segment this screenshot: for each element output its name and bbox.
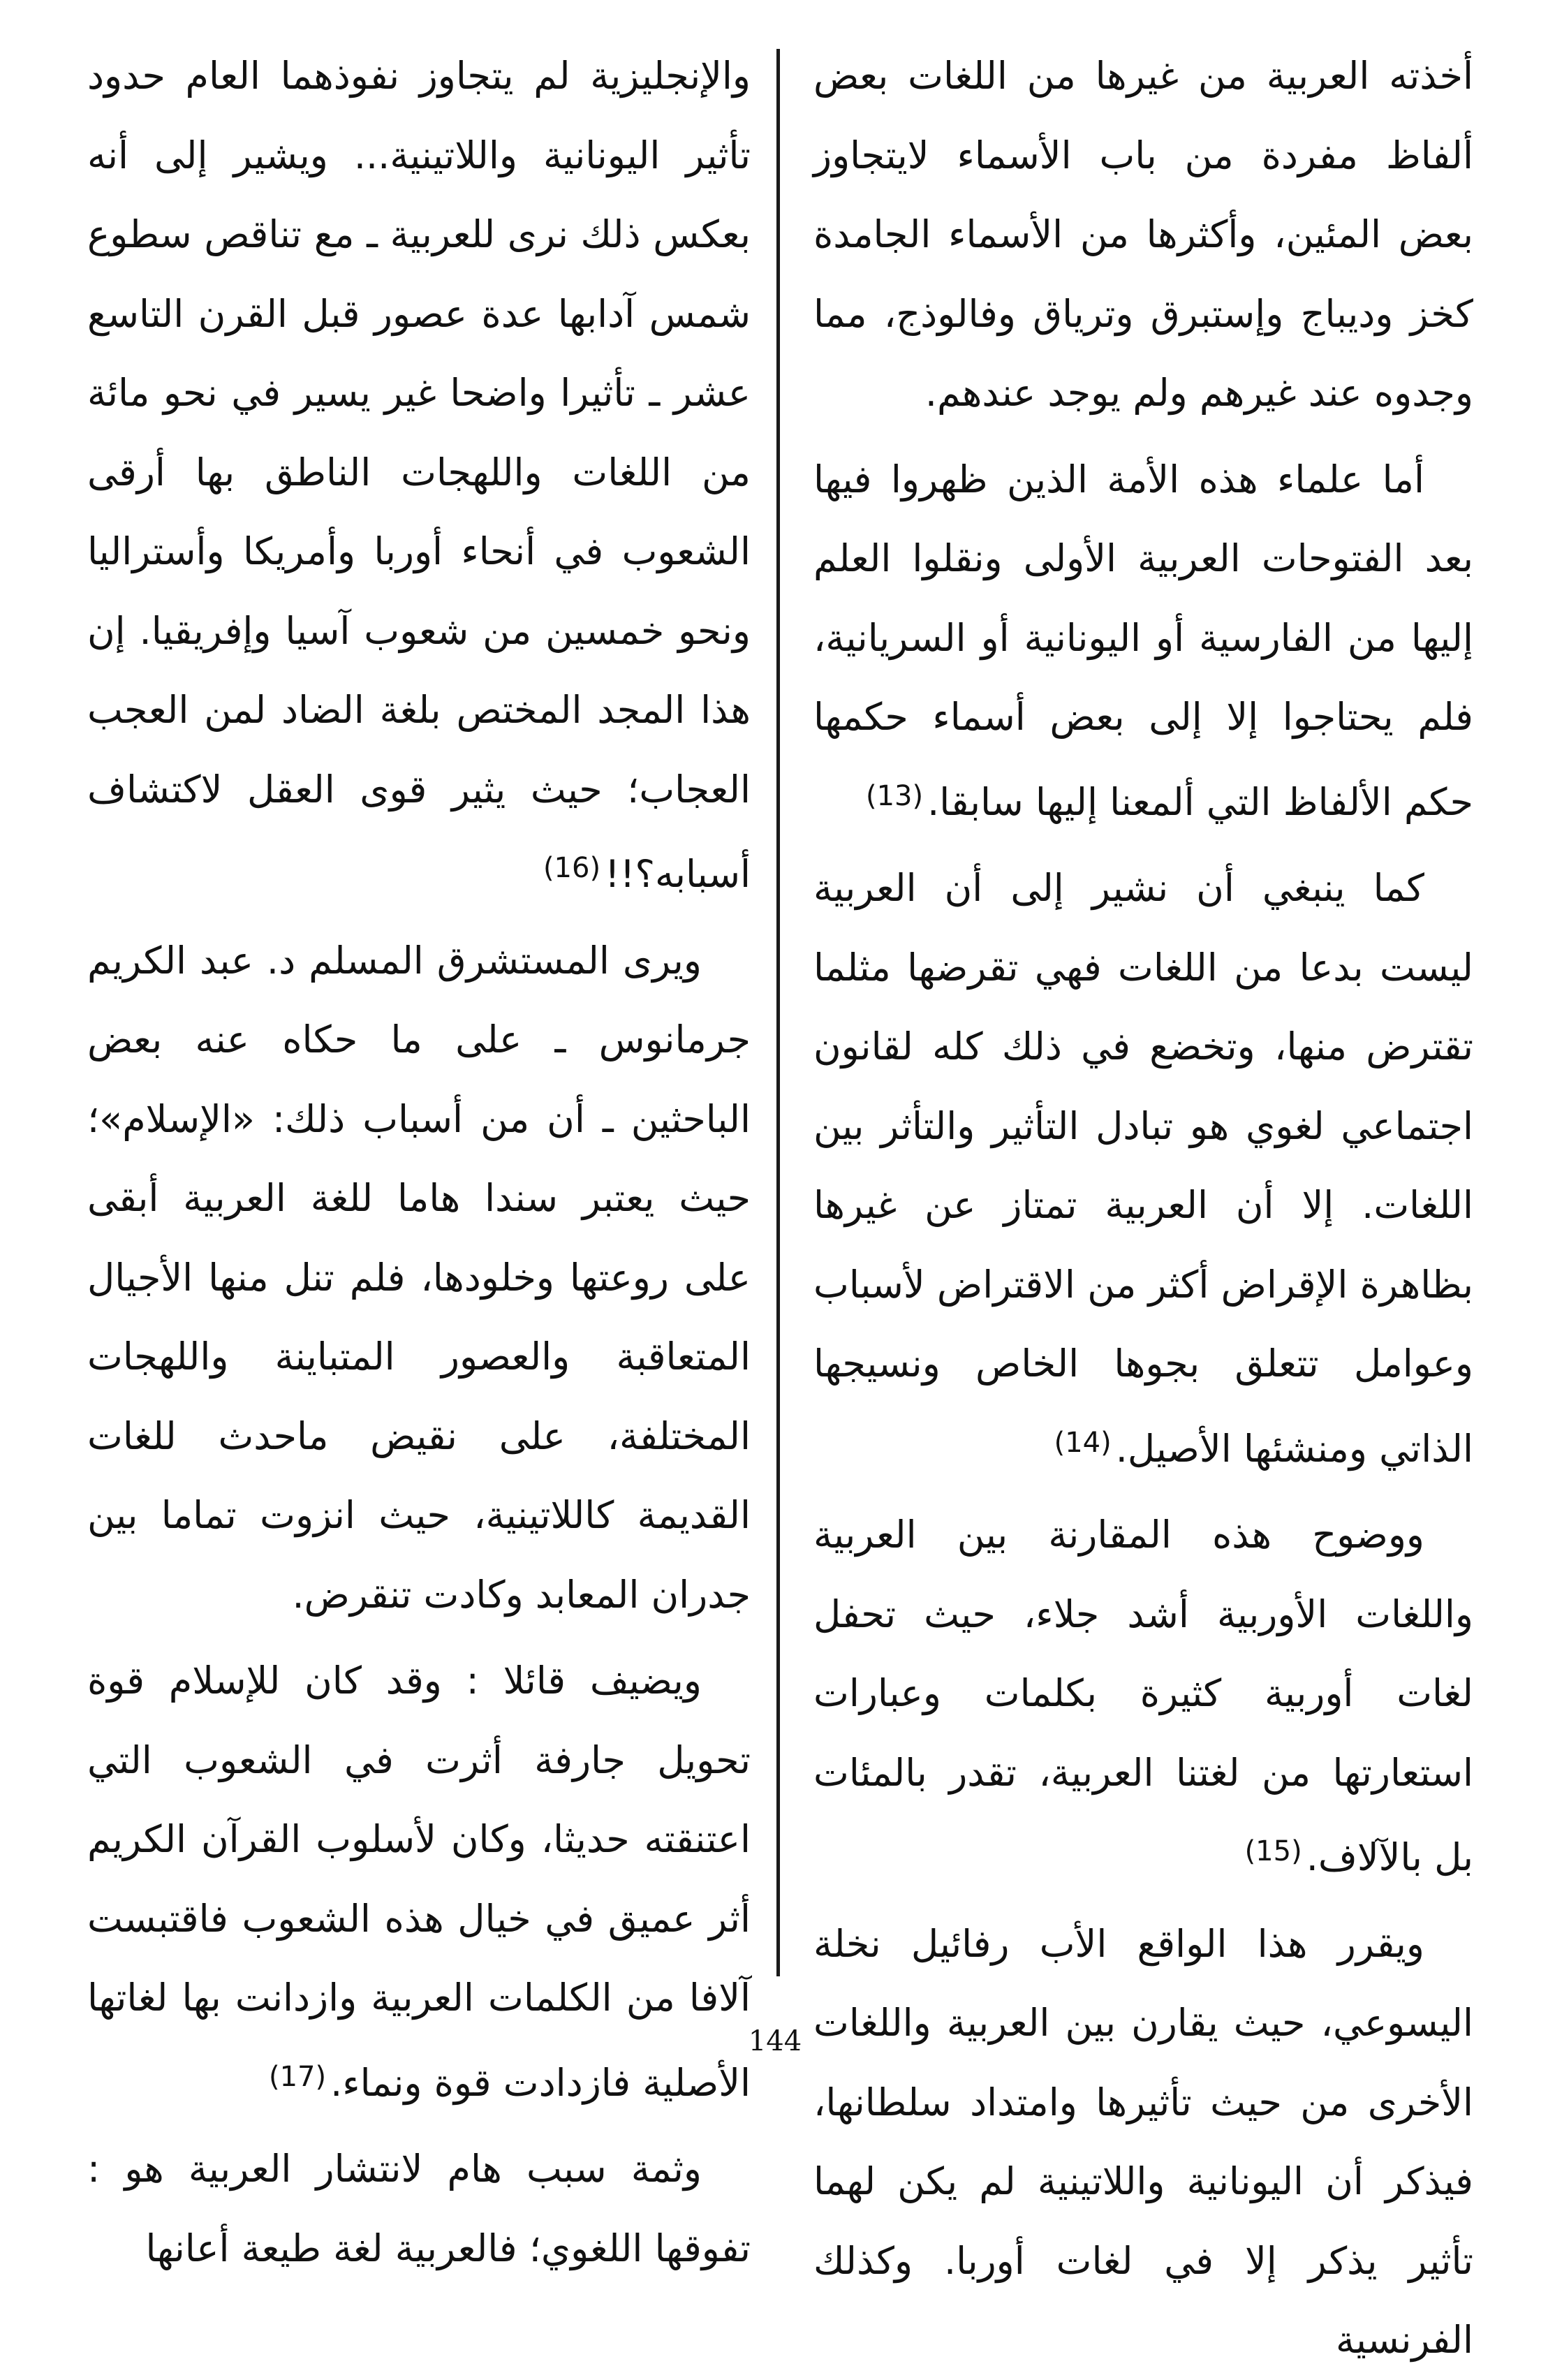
page-number: 144: [748, 2025, 802, 2057]
paragraph-l1: [87, 921, 751, 1635]
paragraph-text: ويضيف قائلا : وقد كان للإسلام قوة تحويل جارفة أثرت في الشعوب التي اعتنقته حديثا، وكان لأسلوب القرآن الكريم أثر عميق في خيال هذه الشعوب فاقتبست آلافا من الكلمات العربية وازدانت بها لغاتها الأصلية فازدادت قوة ونماء.: [87, 1659, 751, 2105]
paragraph-text: ويرى المستشرق المسلم د. عبد الكريم جرمانوس ـ على ما حكاه عنه بعض الباحثين ـ أن من أسباب ذلك: «الإسلام»؛ حيث يعتبر سندا هاما للغة العربية أبقى على روعتها وخلودها، فلم تنل منها الأجيال المتعاقبة والعصور المتباينة واللهجات المختلفة، على نقيض ماحدث للغات القديمة كاللاتينية، حيث انزوت تماما بين جدران المعابد وكادت تنقرض.: [87, 938, 751, 1617]
paragraph-text: أما علماء هذه الأمة الذين ظهروا فيها بعد الفتوحات العربية الأولى ونقلوا العلم إليها من الفارسية أو اليونانية أو السريانية، فلم يحتاجوا إلا إلى بعض أسماء حكمها حكم الألفاظ التي ألمعنا إليها سابقا.: [813, 457, 1473, 824]
paragraph-r1: [813, 440, 1473, 842]
paragraph-l2: [87, 1641, 751, 2122]
paragraph-l0: [87, 36, 751, 914]
paragraph-text: ويقرر هذا الواقع الأب رفائيل نخلة اليسوعي، حيث يقارن بين العربية واللغات الأخرى من حيث تأثيرها وامتداد سلطانها، فيذكر أن اليونانية واللاتينية لم يكن لهما تأثير يذكر إلا في لغات أوربا. وكذلك الفرنسية: [813, 1921, 1473, 2362]
paragraph-r2: [813, 849, 1473, 1488]
footnote-marker: (13): [865, 779, 924, 812]
paragraph-text: وثمة سبب هام لانتشار العربية هو : تفوقها اللغوي؛ فالعربية لغة طيعة أعانها: [87, 2147, 751, 2270]
paragraph-text: ووضوح هذه المقارنة بين العربية واللغات الأوربية أشد جلاء، حيث تحفل لغات أوربية كثيرة بكلمات وعبارات استعارتها من لغتنا العربية، تقدر بالمئات بل بالآلاف.: [813, 1513, 1473, 1879]
paragraph-l3: [87, 2129, 751, 2288]
paragraph-text: والإنجليزية لم يتجاوز نفوذهما العام حدود تأثير اليونانية واللاتينية... ويشير إلى أنه بعكس ذلك نرى للعربية ـ مع تناقص سطوع شمس آدابها عدة عصور قبل القرن التاسع عشر ـ تأثيرا واضحا غير يسير في نحو مائة من اللغات واللهجات الناطق بها أرقى الشعوب في أنحاء أوربا وأمريكا وأستراليا ونحو خمسين من شعوب آسيا وإفريقيا. إن هذا المجد المختص بلغة الضاد لمن العجب العجاب؛ حيث يثير قوى العقل لاكتشاف أسبابه؟!!: [87, 54, 751, 896]
right-text-column: [813, 36, 1473, 2362]
left-text-column: [87, 36, 751, 2270]
paragraph-text: كما ينبغي أن نشير إلى أن العربية ليست بدعا من اللغات فهي تقرضها مثلما تقترض منها، وتخضع في ذلك كله لقانون اجتماعي لغوي هو تبادل التأثير والتأثر بين اللغات. إلا أن العربية تمتاز عن غيرها بظاهرة الإقراض أكثر من الاقتراض لأسباب وعوامل تتعلق بجوها الخاص ونسيجها الذاتي ومنشئها الأصيل.: [813, 866, 1473, 1471]
paragraph-r0: [813, 36, 1473, 433]
footnote-marker: (17): [269, 2060, 327, 2093]
paragraph-text: أخذته العربية من غيرها من اللغات بعض ألفاظ مفردة من باب الأسماء لايتجاوز بعض المئين، وأكثرها من الأسماء الجامدة كخز وديباج وإستبرق وترياق وفالوذج، مما وجدوه عند غيرهم ولم يوجد عندهم.: [813, 54, 1473, 415]
footnote-marker: (15): [1244, 1835, 1302, 1867]
paragraph-r3: [813, 1495, 1473, 1897]
column-divider: [776, 49, 780, 1976]
footnote-marker: (16): [543, 852, 601, 884]
paragraph-r4: [813, 1904, 1473, 2380]
footnote-marker: (14): [1054, 1426, 1112, 1459]
